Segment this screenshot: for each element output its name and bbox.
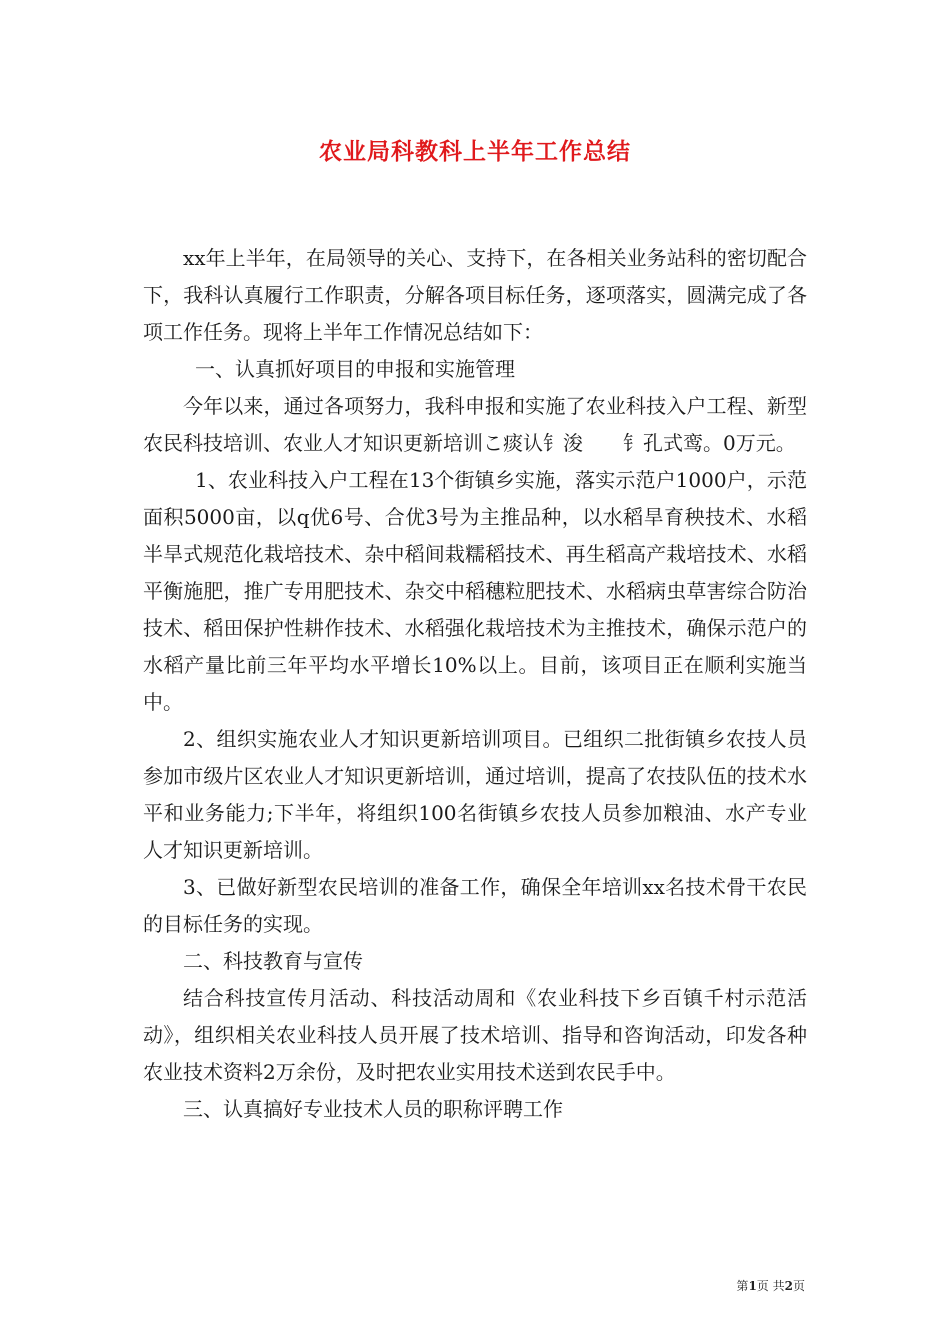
page-number-suffix: 页 (792, 1279, 805, 1293)
paragraph-projects: 今年以来，通过各项努力，我科申报和实施了农业科技入户工程、新型农民科技培训、农业人才知识更新培训こ痰认钅浚 钅孔式鸾。0万元。 (143, 394, 807, 455)
page-number (736, 1277, 805, 1294)
paragraph-intro: xx年上半年，在局领导的关心、支持下，在各相关业务站科的密切配合下，我科认真履行工作职责，分解各项目标任务，逐项落实，圆满完成了各项工作任务。现将上半年工作情况总结如下： (143, 246, 807, 344)
paragraph-education: 结合科技宣传月活动、科技活动周和《农业科技下乡百镇千村示范活动》，组织相关农业科技人员开展了技术培训、指导和咨询活动，印发各种农业技术资料2万余份，及时把农业实用技术送到农民手中。 (143, 986, 807, 1084)
section-heading-2: 二、科技教育与宣传 (183, 949, 363, 973)
page-number-prefix: 第 (736, 1279, 749, 1293)
document-title: 农业局科教科上半年工作总结 (319, 138, 631, 165)
section-heading-3: 三、认真搞好专业技术人员的职称评聘工作 (183, 1097, 563, 1121)
page-number-total: 2 (784, 1279, 793, 1293)
paragraph-item-3: 3、已做好新型农民培训的准备工作，确保全年培训xx名技术骨干农民的目标任务的实现。 (143, 875, 807, 936)
document-body (143, 240, 807, 1128)
section-heading-1: 一、认真抓好项目的申报和实施管理 (195, 357, 515, 381)
page-number-middle: 页 共 (756, 1279, 785, 1293)
page-number-current: 1 (748, 1279, 757, 1293)
paragraph-item-2: 2、组织实施农业人才知识更新培训项目。已组织二批街镇乡农技人员参加市级片区农业人才知识更新培训，通过培训，提高了农技队伍的技术水平和业务能力;下半年，将组织100名街镇乡农技人员参加粮油、水产专业人才知识更新培训。 (143, 727, 807, 862)
paragraph-item-1: 1、农业科技入户工程在13个街镇乡实施，落实示范户1000户，示范面积5000亩，以q优6号、合优3号为主推品种，以水稻旱育秧技术、水稻半旱式规范化栽培技术、杂中稻间栽糯稻技术、再生稻高产栽培技术、水稻平衡施肥，推广专用肥技术、杂交中稻穗粒肥技术、水稻病虫草害综合防治技术、稻田保护性耕作技术、水稻强化栽培技术为主推技术，确保示范户的水稻产量比前三年平均水平增长10%以上。目前，该项目正在顺利实施当中。 (143, 468, 807, 714)
